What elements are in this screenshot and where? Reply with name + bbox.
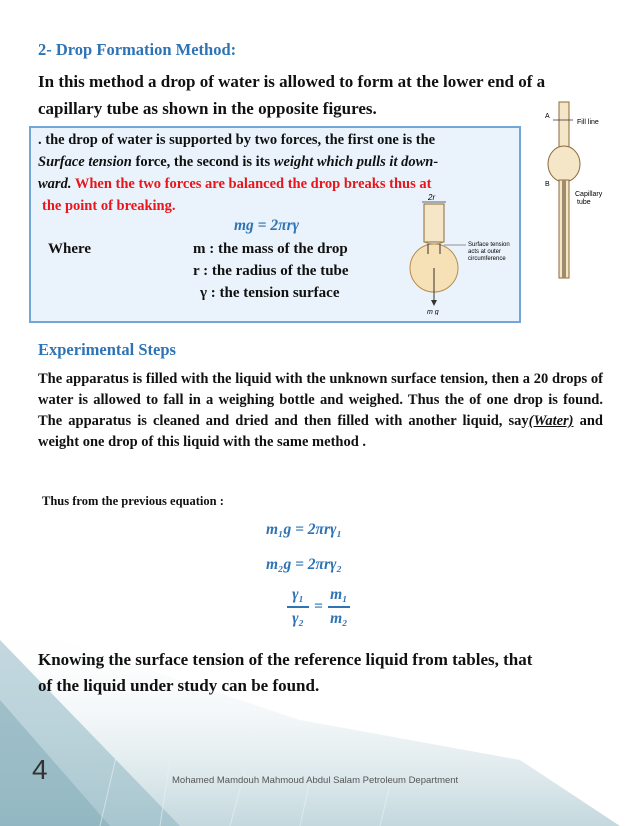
- surface-tension-label: Surface tension acts at outer circumference: [468, 242, 510, 262]
- box-line-2: Surface tension force, the second is its weight which pulls it down-: [38, 154, 439, 170]
- intro-line-1: In this method a drop of water is allowed to form at the lower end of a: [38, 72, 546, 91]
- label-mg: m g: [427, 309, 439, 315]
- conclusion-line-1: Knowing the surface tension of the reference liquid from tables, that: [38, 650, 533, 669]
- experimental-steps-text: The apparatus is filled with the liquid with the unknown surface tension, then a 20 drops of water is allowed to fall in a weighing bottle and weighed. Thus the of one drop is found. The apparatus is cleaned and dried and then filled with another liquid, say(Water) and weight one drop of this liquid with the same method .: [38, 371, 603, 450]
- point-a-label: A: [545, 113, 550, 120]
- box-line-3: ward. When the two forces are balanced the drop breaks thus at: [38, 176, 432, 192]
- surface-tension-term: Surface tension: [38, 154, 132, 170]
- page-number: 4: [32, 754, 48, 785]
- footer-author: Mohamed Mamdouh Mahmoud Abdul Salam Petroleum Department: [172, 775, 459, 786]
- box-line-4: the point of breaking.: [42, 198, 176, 214]
- box-line-1: . the drop of water is supported by two forces, the first one is the: [38, 132, 436, 148]
- thus-line: Thus from the previous equation :: [42, 494, 224, 508]
- water-term: (Water): [528, 413, 574, 429]
- equation-mg: mg = 2πrγ: [234, 217, 300, 234]
- experimental-steps-heading: Experimental Steps: [38, 340, 176, 359]
- intro-line-2: capillary tube as shown in the opposite figures.: [38, 99, 377, 118]
- conclusion-line-2: of the liquid under study can be found.: [38, 676, 320, 695]
- fill-line-label: Fill line: [577, 119, 599, 126]
- drop-figure: [400, 190, 530, 315]
- equation-2: m₂g = 2πrγ₂: [266, 556, 342, 573]
- ratio-equation: γ₁ γ₂ = m₁ m₂: [284, 586, 353, 628]
- definition-m: m : the mass of the drop: [193, 241, 348, 257]
- capillary-tube-label: Capillary tube: [575, 191, 603, 206]
- definition-r: r : the radius of the tube: [193, 263, 349, 279]
- where-label: Where: [48, 241, 92, 257]
- label-2r: 2r: [428, 193, 436, 202]
- equation-1: m₁g = 2πrγ₁: [266, 521, 342, 538]
- point-b-label: B: [545, 181, 550, 188]
- definition-gamma: γ : the tension surface: [200, 285, 340, 301]
- section-heading: 2- Drop Formation Method:: [38, 40, 237, 59]
- capillary-apparatus-figure: [533, 100, 613, 280]
